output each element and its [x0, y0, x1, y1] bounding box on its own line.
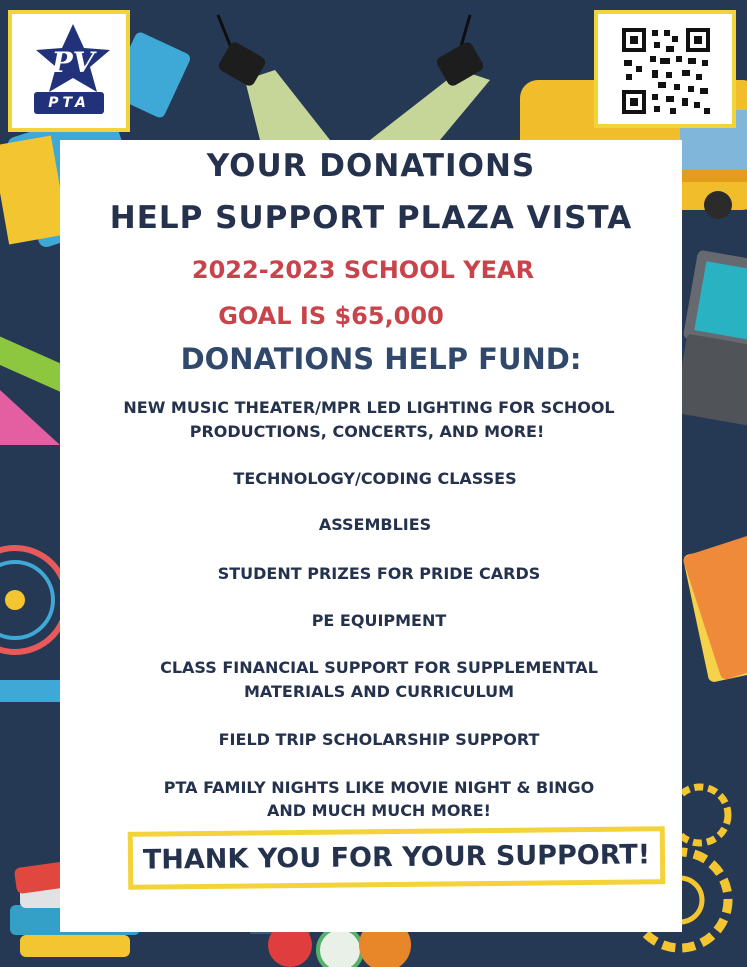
fundraising-goal: GOAL IS $65,000	[218, 302, 444, 330]
laptop-icon	[674, 250, 747, 427]
fund-heading: DONATIONS HELP FUND:	[180, 342, 582, 376]
star-icon	[26, 22, 120, 94]
fund-item: PE EQUIPMENT	[311, 611, 447, 630]
qr-code-icon	[622, 28, 710, 114]
fund-item: MATERIALS AND CURRICULUM	[243, 682, 515, 701]
thank-you-banner	[128, 826, 666, 890]
fund-item: FIELD TRIP SCHOLARSHIP SUPPORT	[218, 730, 540, 749]
fund-item: PTA FAMILY NIGHTS LIKE MOVIE NIGHT & BINGO	[163, 778, 595, 797]
fund-item: TECHNOLOGY/CODING CLASSES	[233, 469, 517, 488]
logo-org-label: PTA	[34, 92, 104, 114]
fund-item: ASSEMBLIES	[318, 515, 432, 534]
fund-item: NEW MUSIC THEATER/MPR LED LIGHTING FOR SCHOOL	[123, 398, 615, 417]
school-year: 2022-2023 SCHOOL YEAR	[191, 256, 535, 284]
logo-initials: PV	[51, 46, 95, 79]
heading-line-2: HELP SUPPORT PLAZA VISTA	[109, 200, 633, 236]
ferris-wheel-icon	[0, 548, 67, 702]
fund-item: AND MUCH MUCH MORE!	[267, 801, 491, 820]
fund-item: STUDENT PRIZES FOR PRIDE CARDS	[217, 564, 541, 583]
fund-item: CLASS FINANCIAL SUPPORT FOR SUPPLEMENTAL	[160, 658, 598, 677]
pta-logo	[8, 10, 130, 132]
thank-you-text: THANK YOU FOR YOUR SUPPORT!	[142, 839, 651, 876]
notebook-icon	[682, 529, 747, 683]
spotlight-icon	[217, 15, 490, 140]
protractor-icon	[0, 390, 60, 445]
qr-code[interactable]	[594, 10, 736, 128]
fund-item: PRODUCTIONS, CONCERTS, AND MORE!	[189, 422, 545, 441]
heading-line-1: YOUR DONATIONS	[206, 148, 536, 184]
donation-flyer	[60, 140, 682, 932]
